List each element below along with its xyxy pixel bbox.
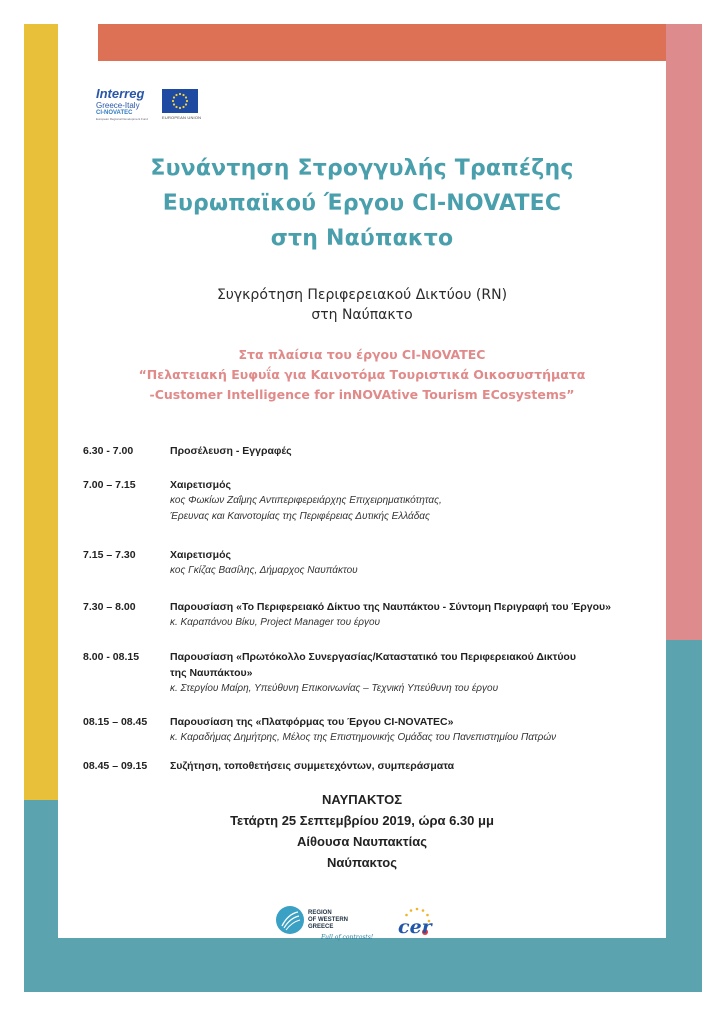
event-details: [58, 789, 666, 873]
right-pink-band: [666, 24, 702, 646]
subtitle-line-2: στη Ναύπακτο: [311, 307, 413, 323]
subtitle: [58, 285, 666, 325]
eu-caption: EUROPEAN UNION: [162, 115, 202, 120]
schedule-time: 08.45 – 09.15: [83, 760, 148, 772]
region-line-2: OF WESTERN: [308, 917, 348, 923]
title-line-1: Συνάντηση Στρογγυλής Τραπέζης: [150, 156, 574, 181]
schedule-time: 6.30 - 7.00: [83, 445, 134, 457]
logo-fund: European Regional Development Fund: [96, 117, 148, 121]
schedule-speaker: κος Γκίζας Βασίλης, Δήμαρχος Ναυπάκτου: [170, 565, 358, 576]
event-date: Τετάρτη 25 Σεπτεμβρίου 2019, ώρα 6.30 μμ: [230, 813, 494, 828]
top-color-band: [98, 24, 674, 61]
title-line-2: Ευρωπαϊκού Έργου CI-NOVATEC: [162, 191, 562, 216]
region-line-1: REGION: [308, 910, 332, 916]
region-western-greece-logo-icon: [276, 906, 304, 934]
subtitle-line-1: Συγκρότηση Περιφερειακού Δικτύου (RN): [216, 287, 508, 303]
schedule-speaker: κος Φωκίων Ζαΐμης Αντιπεριφερειάρχης Επιχειρηματικότητας,: [170, 495, 442, 506]
cer-text: cer: [398, 916, 432, 938]
region-western-greece-text: [308, 910, 348, 931]
schedule-time: 08.15 – 08.45: [83, 716, 148, 728]
project-line-3: -Customer Intelligence for inNOVAtive Tourism ECosystems”: [149, 387, 575, 402]
schedule-speaker: κ. Στεργίου Μαίρη, Υπεύθυνη Επικοινωνίας – Τεχνική Υπεύθυνη του έργου: [170, 683, 499, 694]
title-line-3: στη Ναύπακτο: [270, 226, 454, 251]
schedule-speaker: κ. Καραδήμας Δημήτρης, Μέλος της Επιστημονικής Ομάδας του Πανεπιστημίου Πατρών: [170, 732, 557, 743]
region-line-3: GREECE: [308, 924, 334, 930]
event-venue: Αίθουσα Ναυπακτίας: [297, 834, 427, 849]
project-line-2: “Πελατειακή Ευφυΐα για Καινοτόμα Τουριστικά Οικοσυστήματα: [138, 367, 586, 382]
schedule-item: Προσέλευση - Εγγραφές: [170, 445, 292, 457]
schedule-item: Παρουσίαση «Το Περιφερειακό Δίκτυο της Ναυπάκτου - Σύντομη Περιγραφή του Έργου»: [170, 601, 612, 613]
eu-flag-icon: [162, 89, 198, 113]
schedule-time: 7.30 – 8.00: [83, 601, 136, 613]
project-line-1: Στα πλαίσια του έργου CI-NOVATEC: [238, 347, 486, 362]
page-title: [58, 151, 666, 256]
event-city: ΝΑΥΠΑΚΤΟΣ: [321, 792, 403, 807]
schedule-item: Παρουσίαση «Πρωτόκολλο Συνεργασίας/Καταστατικό του Περιφερειακού Δικτύου: [170, 651, 576, 663]
schedule-item: Παρουσίαση της «Πλατφόρμας του Έργου CI-NOVATEC»: [170, 716, 454, 728]
cer-logo: [395, 906, 440, 942]
schedule-time: 7.15 – 7.30: [83, 549, 136, 561]
schedule-item: Χαιρετισμός: [170, 479, 231, 491]
project-intro: [58, 345, 666, 405]
schedule-speaker-cont: Έρευνας και Καινοτομίας της Περιφέρειας Δυτικής Ελλάδας: [170, 511, 430, 522]
logo-project: CI-NOVATEC: [96, 110, 133, 116]
event-place: Ναύπακτος: [327, 855, 397, 870]
schedule-item-cont: της Ναυπάκτου»: [170, 667, 253, 679]
logo-program: Greece-Italy: [96, 101, 140, 110]
poster-content: [58, 61, 666, 941]
region-tagline: Full of contrasts!: [321, 934, 374, 941]
schedule-item: Χαιρετισμός: [170, 549, 231, 561]
schedule-time: 7.00 – 7.15: [83, 479, 136, 491]
logo-brand: Interreg: [96, 86, 145, 101]
schedule-time: 8.00 - 08.15: [83, 651, 140, 663]
schedule-speaker: κ. Καραπάνου Βίκυ, Project Manager του έργου: [170, 617, 381, 628]
interreg-logo: [96, 87, 216, 143]
schedule-item: Συζήτηση, τοποθετήσεις συμμετεχόντων, συμπεράσματα: [170, 760, 455, 772]
partner-logos: [58, 906, 666, 951]
left-yellow-band: [24, 24, 58, 806]
